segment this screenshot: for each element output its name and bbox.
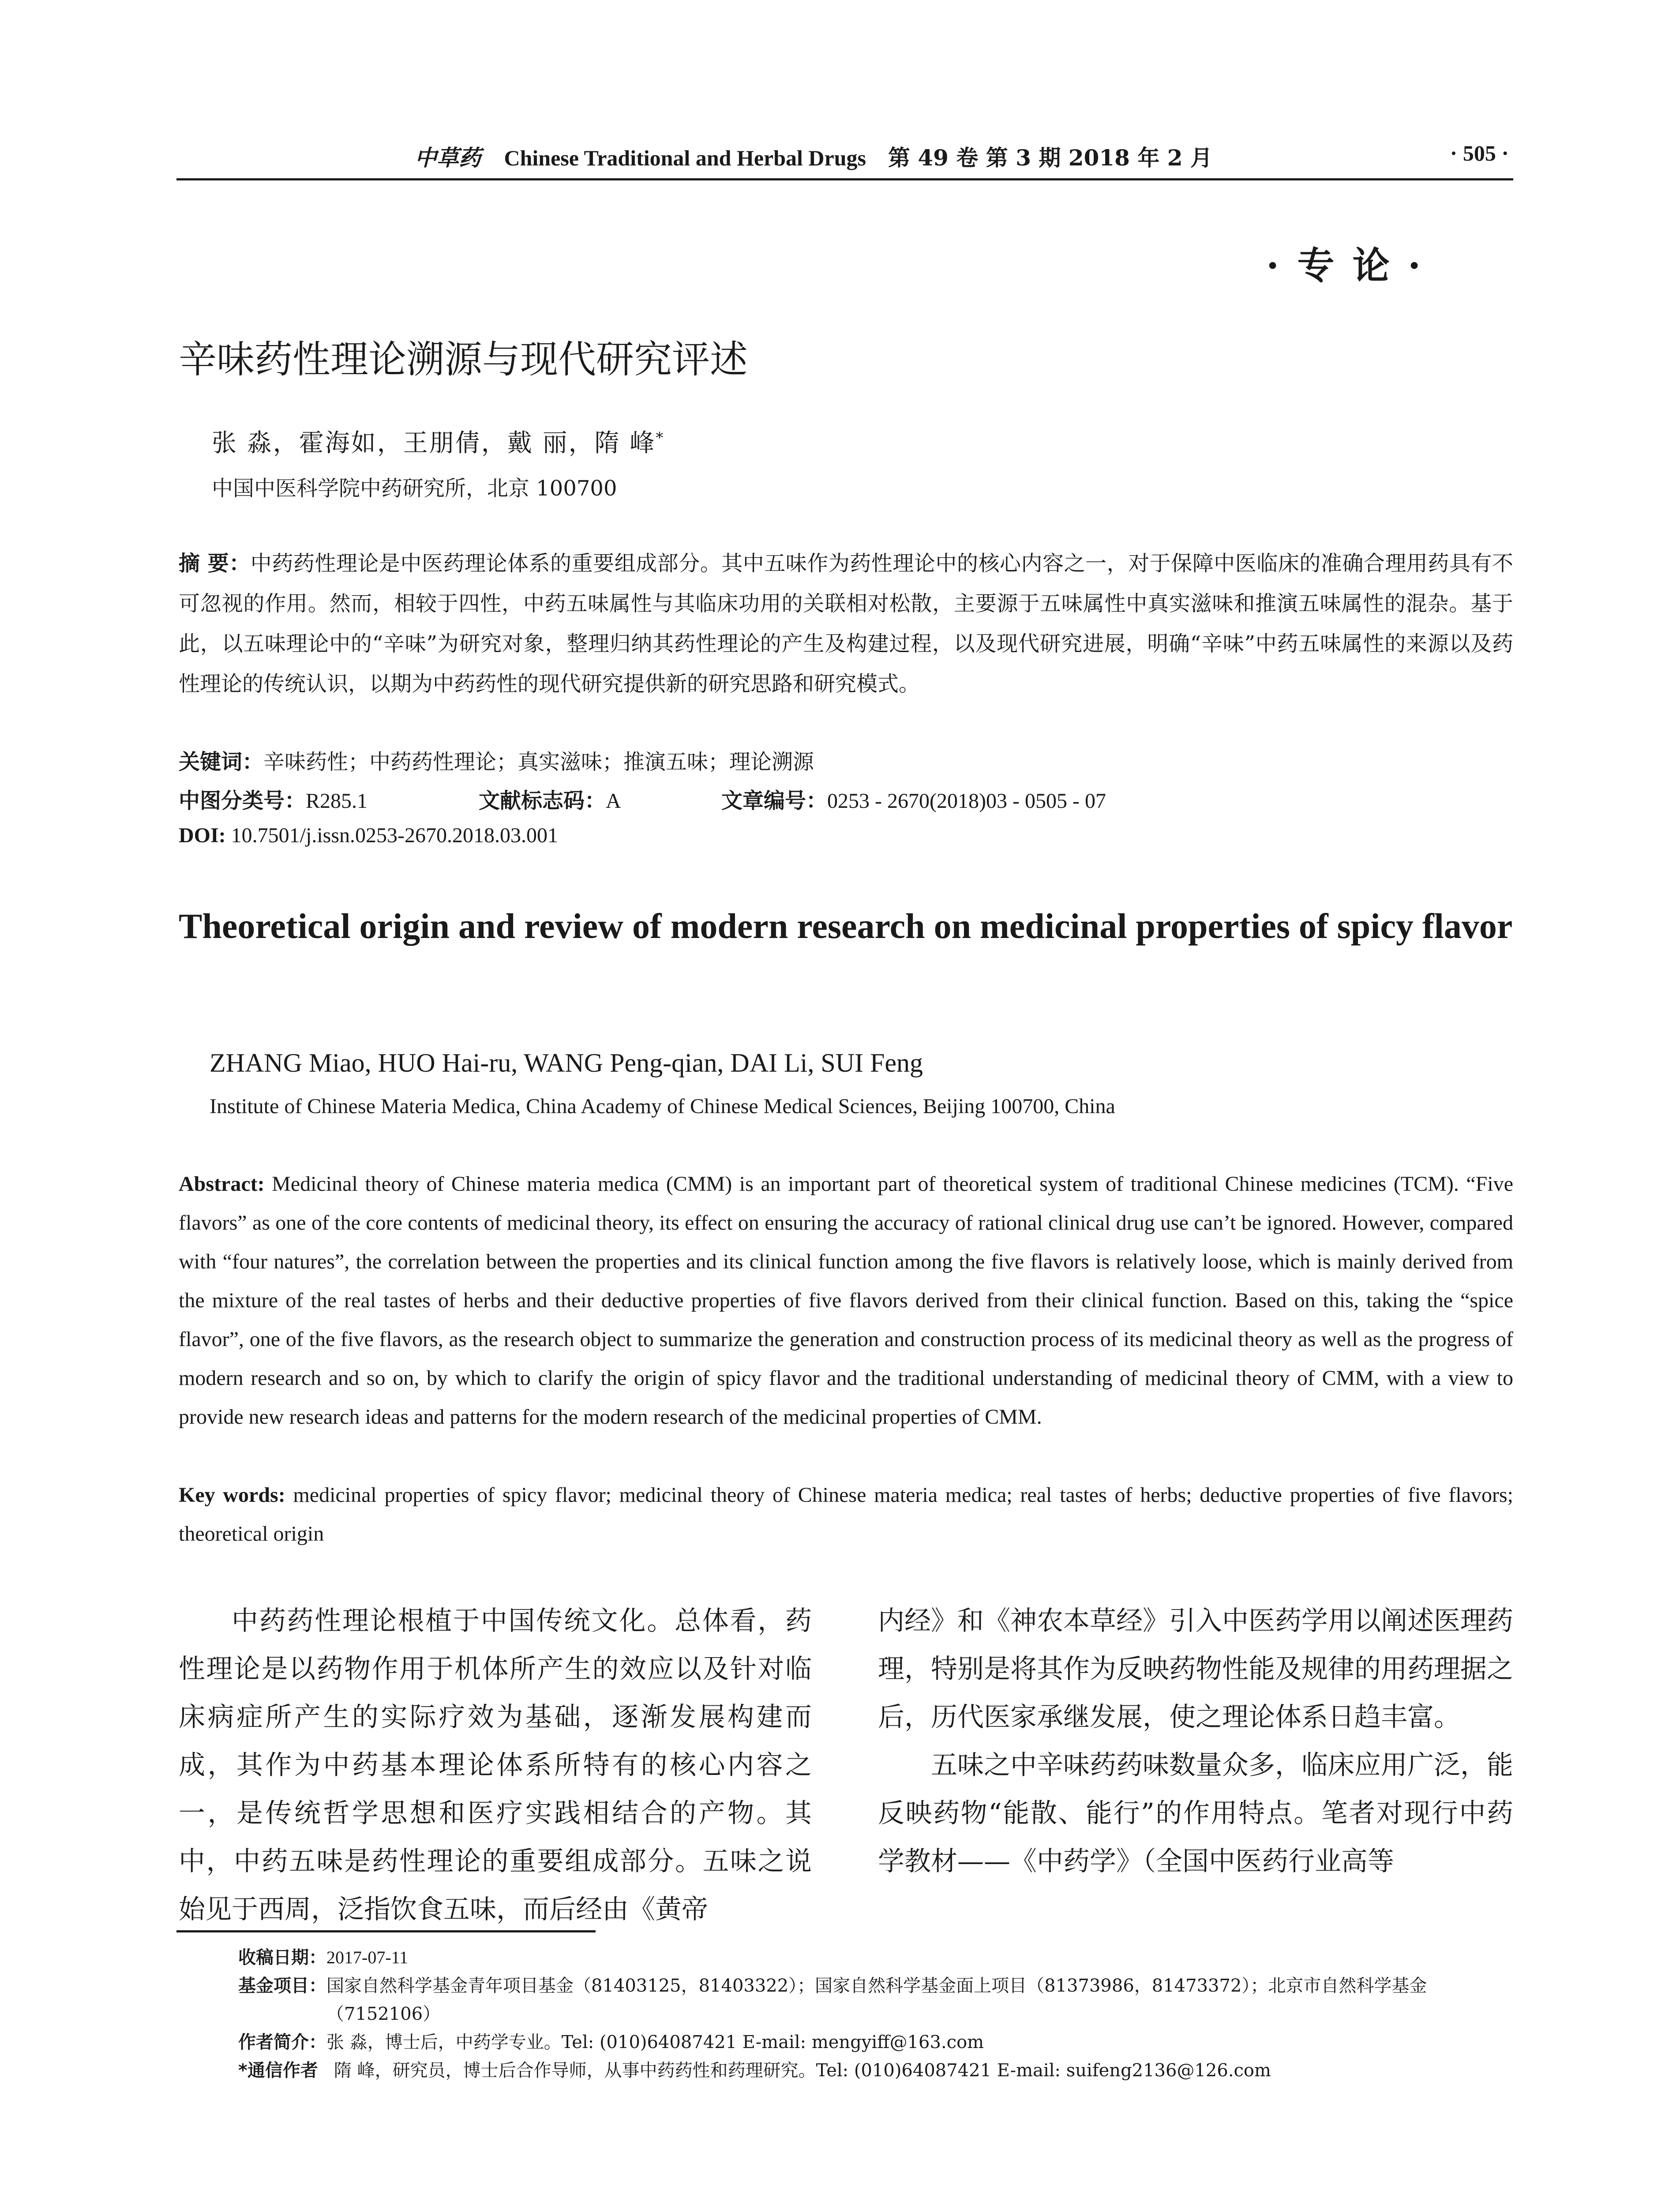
cn-affiliation: 中国中医科学院中药研究所，北京 100700: [212, 476, 617, 501]
running-header: [176, 138, 1513, 178]
footnote-label: 基金项目：: [238, 1976, 326, 1996]
body-column-right: [878, 1597, 1513, 1886]
cn-classification-line: [179, 784, 1513, 814]
body-paragraph: 内经》和《神农本草经》引入中医药学用以阐述医理药理，特别是将其作为反映药物性能及规律的用药理据之后，历代医家承继发展，使之理论体系日趋丰富。: [878, 1606, 1513, 1733]
journal-issue: 第 49 卷 第 3 期 2018 年 2 月: [888, 145, 1212, 171]
footnote-text: 隋 峰，研究员，博士后合作导师，从事中药药性和药理研究。Tel: (010)64087421 E-mail: suifeng2136@126.com: [334, 2060, 1271, 2081]
cn-keywords: [179, 745, 814, 775]
footnote-received: [238, 1943, 1513, 1972]
en-keywords: [179, 1476, 1513, 1553]
en-keywords-label: Key words:: [179, 1483, 285, 1507]
cn-abstract: [179, 544, 1513, 704]
article-no-value: 0253 - 2670(2018)03 - 0505 - 07: [827, 789, 1106, 813]
cn-title: 辛味药性理论溯源与现代研究评述: [179, 338, 748, 382]
body-column-left: [179, 1597, 812, 1934]
en-keywords-text: medicinal properties of spicy flavor; medicinal theory of Chinese materia medica; real tastes of herbs; deductive properties of five flavors; theoretical origin: [179, 1483, 1514, 1546]
footnotes: [238, 1943, 1513, 2085]
section-tag: · 专 论 ·: [1266, 244, 1424, 287]
doc-code-item: [479, 784, 621, 814]
footnote-text: 国家自然科学基金青年项目基金（81403125，81403322）；国家自然科学基金面上项目（81373986，81473372）；北京市自然科学基金（7152106）: [326, 1976, 1427, 2024]
footnote-fund: [238, 1972, 1513, 2028]
footnote-author: [238, 2028, 1513, 2056]
doi-line: [179, 823, 558, 848]
corresponding-mark: *: [656, 429, 665, 447]
header-rule: [176, 178, 1513, 180]
footnote-label: *通信作者: [238, 2060, 318, 2081]
en-abstract-text: Medicinal theory of Chinese materia medica (CMM) is an important part of theoretical system of traditional Chinese medicines (TCM). “Five flavors” as one of the core contents of medicinal theory, its effect on ensuring the accuracy of rational clinical drug use can’t be ignored. However, compared with “four natures”, the correlation between the properties and its clinical function among the five flavors is relatively loose, which is mainly derived from the mixture of the real tastes of herbs and their deductive properties of five flavors derived from their clinical function. Based on this, taking the “spice flavor”, one of the five flavors, as the research object to summarize the generation and construction process of its medicinal theory as well as the progress of modern research and so on, by which to clarify the origin of spicy flavor and the traditional understanding of medicinal theory of CMM, with a view to provide new research ideas and patterns for the modern research of the medicinal properties of CMM.: [179, 1172, 1513, 1429]
article-no-item: [721, 784, 1106, 814]
body-paragraph: 五味之中辛味药药味数量众多，临床应用广泛，能反映药物“能散、能行”的作用特点。笔者对现行中药学教材——《中药学》（全国中医药行业高等: [878, 1750, 1513, 1877]
cn-authors: [212, 424, 664, 459]
doi-value[interactable]: 10.7501/j.issn.0253-2670.2018.03.001: [231, 824, 559, 847]
doc-code-label: 文献标志码：: [479, 788, 606, 813]
footnote-text: 2017-07-11: [326, 1947, 409, 1967]
journal-name-en: Chinese Traditional and Herbal Drugs: [504, 146, 866, 170]
article-no-label: 文章编号：: [721, 788, 828, 813]
en-title: Theoretical origin and review of modern research on medicinal properties of spicy flavor: [179, 907, 1513, 946]
journal-name-cn: 中草药: [415, 145, 481, 171]
cn-keywords-text: 辛味药性；中药药性理论；真实滋味；推演五味；理论溯源: [263, 750, 814, 774]
footnote-rule: [176, 1930, 596, 1932]
footnote-text: 张 淼，博士后，中药学专业。Tel: (010)64087421 E-mail: mengyiff@163.com: [326, 2032, 984, 2052]
body-paragraph: 中药药性理论根植于中国传统文化。总体看，药性理论是以药物作用于机体所产生的效应以及针对临床病症所产生的实际疗效为基础，逐渐发展构建而成，其作为中药基本理论体系所特有的核心内容之一，是传统哲学思想和医疗实践相结合的产物。其中，中药五味是药性理论的重要组成部分。五味之说始见于西周，泛指饮食五味，而后经由《黄帝: [179, 1606, 812, 1925]
clc-value: R285.1: [306, 789, 368, 813]
cn-author-list: 张 淼，霍海如，王朋倩，戴 丽，隋 峰: [212, 429, 656, 458]
doi-label: DOI:: [179, 824, 226, 847]
clc-item: [179, 784, 368, 814]
en-affiliation: Institute of Chinese Materia Medica, China Academy of Chinese Medical Sciences, Beijing 100700, China: [210, 1095, 1115, 1118]
en-abstract-label: Abstract:: [179, 1172, 265, 1196]
cn-abstract-label: 摘 要：: [179, 551, 251, 576]
cn-keywords-label: 关键词：: [179, 750, 264, 774]
doc-code-value: A: [606, 789, 621, 813]
en-authors: ZHANG Miao, HUO Hai-ru, WANG Peng-qian, DAI Li, SUI Feng: [210, 1048, 923, 1077]
en-abstract: [179, 1165, 1513, 1437]
cn-abstract-text: 中药药性理论是中医药理论体系的重要组成部分。其中五味作为药性理论中的核心内容之一，对于保障中医临床的准确合理用药具有不可忽视的作用。然而，相较于四性，中药五味属性与其临床功用的关联相对松散，主要源于五味属性中真实滋味和推演五味属性的混杂。基于此，以五味理论中的“辛味”为研究对象，整理归纳其药性理论的产生及构建过程，以及现代研究进展，明确“辛味”中药五味属性的来源以及药性理论的传统认识，以期为中药药性的现代研究提供新的研究思路和研究模式。: [179, 551, 1513, 696]
clc-label: 中图分类号：: [179, 788, 306, 813]
footnote-corresponding: [238, 2056, 1513, 2085]
footnote-label: 收稿日期：: [238, 1947, 326, 1968]
journal-title: [415, 140, 1212, 172]
footnote-label: 作者简介：: [238, 2032, 326, 2052]
page-number: · 505 ·: [1450, 141, 1509, 165]
